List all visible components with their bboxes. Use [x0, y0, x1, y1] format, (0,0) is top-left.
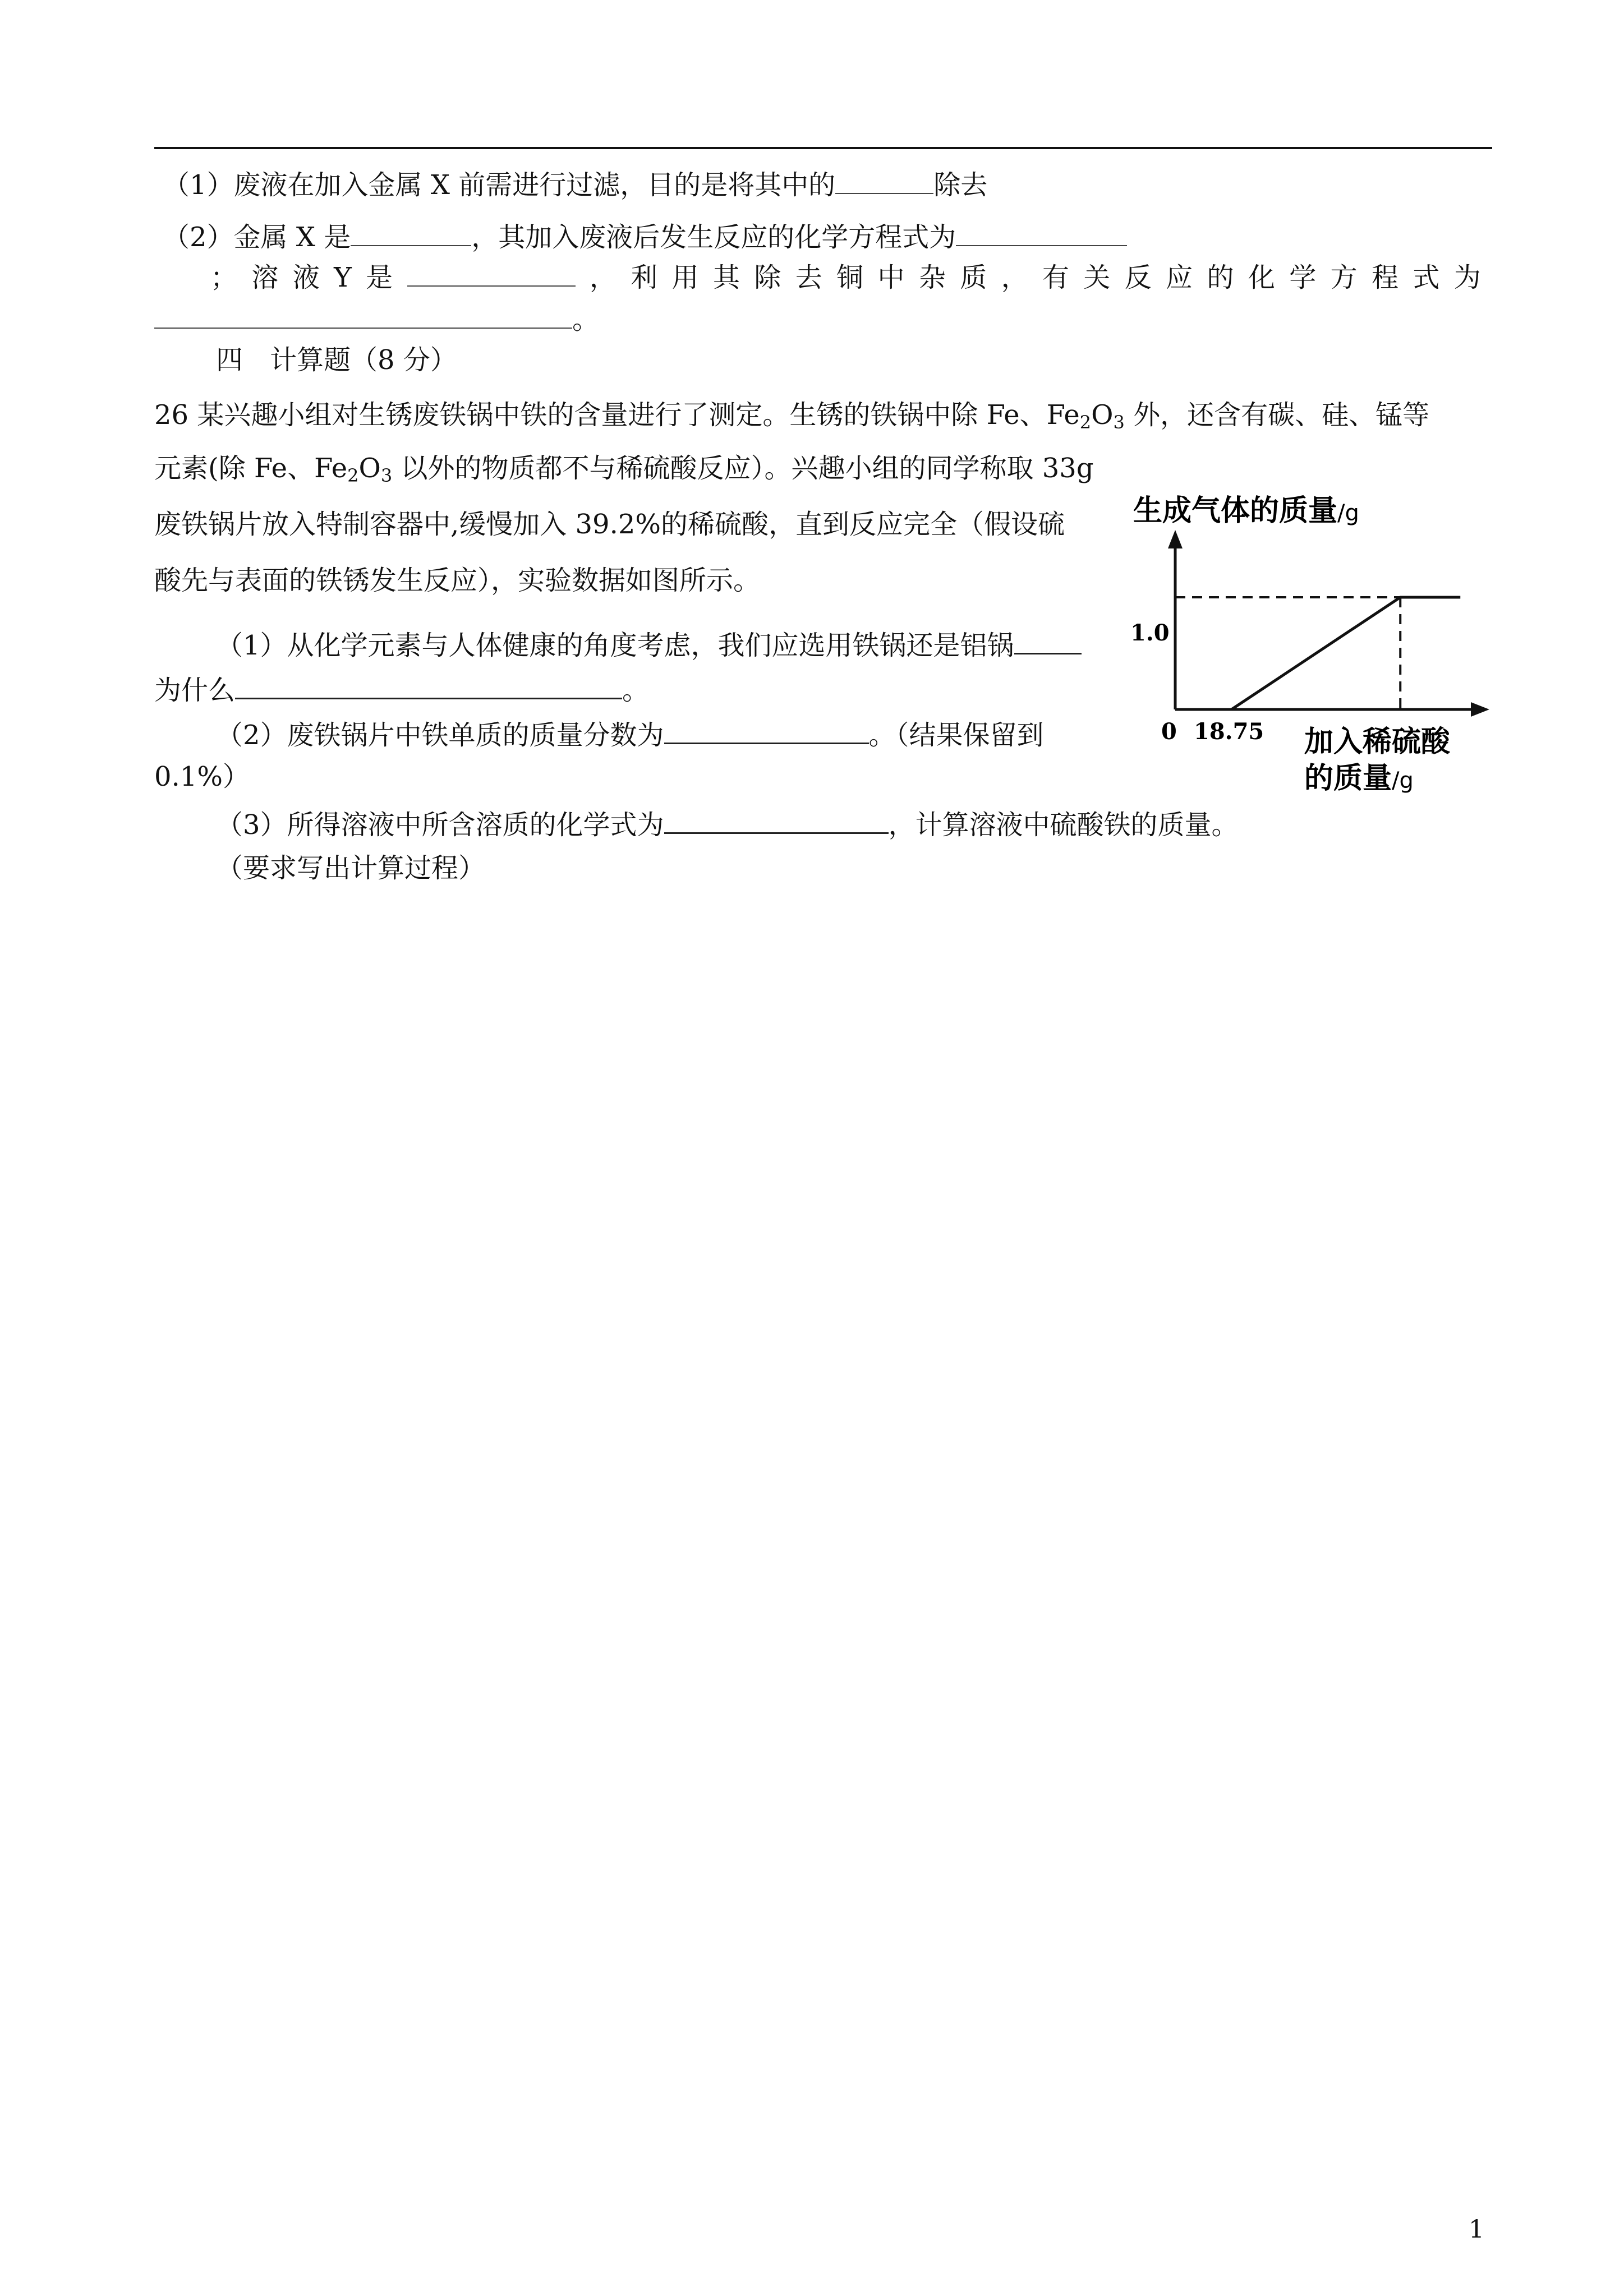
header-rule [154, 147, 1492, 149]
justified-char: Y [334, 262, 352, 293]
gas-mass-chart [1122, 488, 1515, 802]
answer-blank[interactable] [664, 718, 869, 744]
justified-char: 其 [713, 262, 740, 293]
justified-char: 反 [1124, 262, 1152, 293]
q26-sub3-note: （要求写出计算过程） [216, 852, 486, 884]
justified-char: 质 [960, 262, 987, 293]
justified-char: 学 [1289, 262, 1317, 293]
q26-sub3: （3）所得溶液中所含溶质的化学式为 ，计算溶液中硫酸铁的质量。 [216, 808, 1239, 842]
justified-char: ， [1001, 262, 1028, 293]
justified-char: 化 [1248, 262, 1275, 293]
q26-intro-line3: 废铁锅片放入特制容器中,缓慢加入 39.2%的稀硫酸，直到反应完全（假设硫 [154, 509, 1065, 540]
justified-char: 利 [631, 262, 658, 293]
justified-char: 的 [1207, 262, 1234, 293]
q25-part4: 。 [154, 303, 599, 336]
justified-char: ； [210, 262, 238, 293]
origin-label: 0 [1161, 718, 1177, 745]
section-heading: 四 计算题（8 分） [216, 344, 457, 376]
y-tick-label: 1.0 [1130, 620, 1170, 646]
q25-part3 [210, 261, 1481, 294]
justified-char: ， [589, 262, 617, 293]
q26-sub1: （1）从化学元素与人体健康的角度考虑，我们应选用铁锅还是铝锅 [216, 628, 1082, 662]
gas-mass-series-line [1231, 597, 1460, 709]
justified-char: 关 [1083, 262, 1111, 293]
q26-sub2-precision: 0.1%） [154, 761, 250, 792]
q26-intro-line4: 酸先与表面的铁锈发生反应），实验数据如图所示。 [154, 565, 761, 596]
q25-part2: （2）金属 X 是 ，其加入废液后发生反应的化学方程式为 [163, 220, 1127, 254]
justified-char: 液 [292, 262, 320, 293]
justified-char: 为 [1453, 262, 1481, 293]
justified-char: 程 [1372, 262, 1399, 293]
answer-blank[interactable] [351, 220, 471, 246]
q26-sub2: （2）废铁锅片中铁单质的质量分数为 。（结果保留到 [216, 718, 1044, 752]
justified-char: 去 [795, 262, 822, 293]
justified-char: 杂 [918, 262, 946, 293]
justified-char: 铜 [836, 262, 864, 293]
q26-sub1-why: 为什么 。 [154, 673, 649, 707]
x-axis-label-line2: 的质量/g [1304, 762, 1414, 795]
x-tick-label: 18.75 [1194, 718, 1264, 745]
justified-char: 用 [671, 262, 699, 293]
justified-char: 中 [877, 262, 905, 293]
x-axis-arrow-icon [1471, 702, 1489, 717]
q26-intro-line2: 元素(除 Fe、$Fe_2O_3$ 以外的物质都不与稀硫酸反应）。兴趣小组的同学称取 33g [154, 453, 1094, 486]
answer-blank[interactable] [154, 303, 572, 329]
page-number: 1 [1469, 2215, 1484, 2244]
justified-char: 有 [1042, 262, 1070, 293]
answer-blank[interactable] [407, 261, 576, 287]
y-axis-arrow-icon [1168, 530, 1183, 548]
justified-char: 方 [1330, 262, 1358, 293]
answer-blank[interactable] [1014, 628, 1082, 654]
justified-char: 溶 [251, 262, 279, 293]
answer-blank[interactable] [664, 808, 889, 834]
q25-part1: （1）废液在加入金属 X 前需进行过滤，目的是将其中的 除去 [163, 169, 988, 201]
answer-blank[interactable] [956, 220, 1127, 246]
justified-char: 式 [1413, 262, 1440, 293]
justified-char: 应 [1166, 262, 1193, 293]
justified-char: 除 [754, 262, 781, 293]
answer-blank[interactable] [835, 168, 933, 194]
y-axis-label: 生成气体的质量/g [1133, 494, 1359, 528]
q26-intro-line1: 26 某兴趣小组对生锈废铁锅中铁的含量进行了测定。生锈的铁锅中除 Fe、$Fe_2O_3$ 外，还含有碳、硅、锰等 [154, 399, 1430, 433]
justified-char: 是 [366, 262, 393, 293]
answer-blank[interactable] [235, 673, 622, 699]
x-axis-label-line1: 加入稀硫酸 [1304, 725, 1451, 759]
